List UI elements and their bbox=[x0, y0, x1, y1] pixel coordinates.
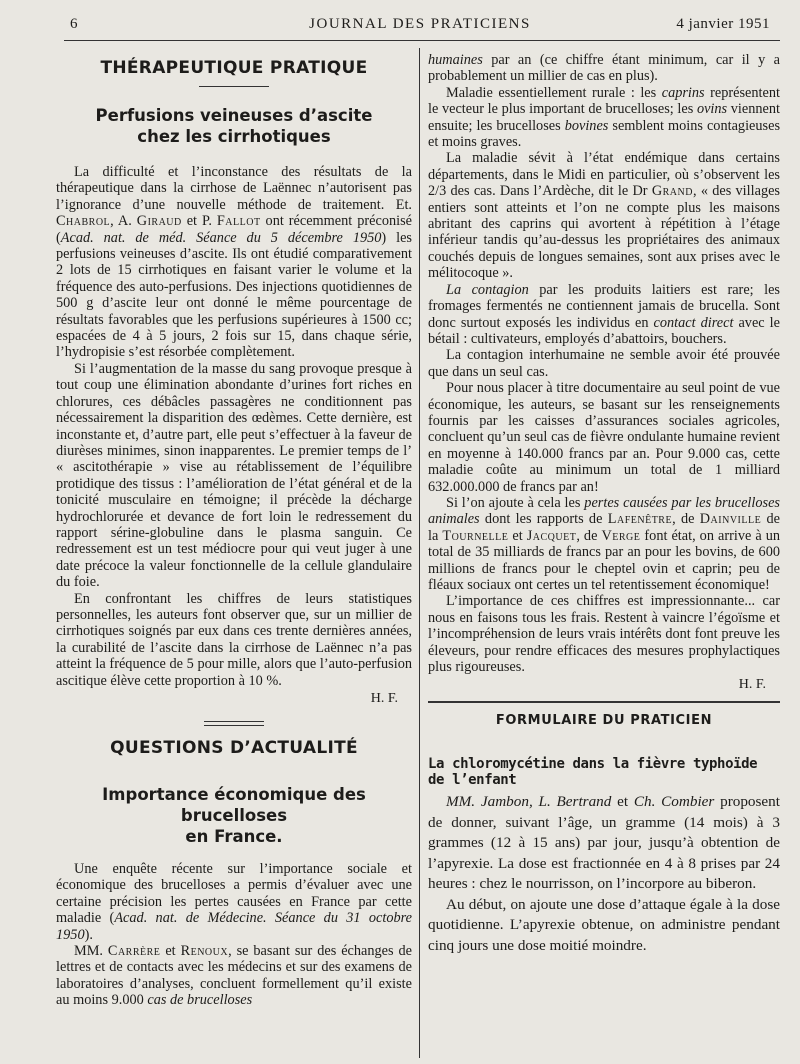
paragraph: Maladie essentiellement rurale : les caprins représentent le vecteur le plus important de brucelloses; les ovins viennent ensuite; les brucelloses bovines semblent moins contagieuses et moins graves. bbox=[428, 84, 781, 151]
paragraph: Si l’on ajoute à cela les pertes causées par les brucelloses animales dont les rapports de Lafenêtre, de Dainville de la Tournelle et Jacquet, de Verge font état, on arrive à un total de 35 milliards de francs par an pour les bovins, de 600 millions de francs pour le cheptel ovin et caprin; peu de fléaux sociaux ont certes un tel retentissement économique! bbox=[428, 494, 781, 593]
article-title-line: en France. bbox=[185, 827, 283, 846]
section-title-actualite: QUESTIONS D’ACTUALITÉ bbox=[110, 738, 358, 758]
header-rule bbox=[64, 40, 780, 41]
article-title-line: Perfusions veineuses d’ascite bbox=[95, 106, 373, 125]
journal-title: JOURNAL DES PRATICIENS bbox=[309, 16, 531, 32]
section-rule bbox=[199, 86, 269, 87]
paragraph: La maladie sévit à l’état endémique dans certains départements, dans le Midi en particulier, où s’observent les 2/3 des cas. Dans l’Ardèche, dit le Dr Grand, « des villages entiers sont atteints et l’on ne compte plus les maisons abritant des caprins qui avortent à répétition à l’étage inférieur tandis qu’au-dessus les propriétaires des animaux couchés depuis de longues semaines, sont aux prises avec le mélitocoque ». bbox=[428, 150, 780, 282]
section-title-formulaire: FORMULAIRE DU PRATICIEN bbox=[495, 713, 713, 729]
paragraph: Pour nous placer à titre documentaire au seul point de vue économique, les auteurs, se basant sur les renseignements fournis par les caisses d’assurances sociales agricoles, concluent qu’un seul cas de fièvre ondulante humaine revient en moyenne à 140.000 francs par an. Pour 9.000 cas, cette maladie coûte au minimum un total de 1 milliard 632.000.000 de francs par an! bbox=[428, 380, 780, 495]
paragraph: MM. Jambon, L. Bertrand et Ch. Combier proposent de donner, suivant l’âge, un gramme (14 mois) à 3 grammes (12 à 15 ans) par jour, jusqu’à obtention de l’apyrexie. La dose est fractionnée en 4 à 8 prises par 24 heures : chez le nourrisson, on l’incorpore au biberon. bbox=[428, 793, 780, 893]
page-number: 6 bbox=[70, 16, 78, 32]
paragraph: En confrontant les chiffres de leurs statistiques personnelles, les auteurs font observer que, sur un millier de cirrhotiques soignés par eux dans ces trente dernières années, la curabilité de l’ascite dans la cirrhose de Laënnec n’a pas atteint la fréquence de 5 pour mille, alors que l’auto-perfusion ascitique élève cette proportion à 10 %. bbox=[56, 590, 412, 689]
article-title-line: Importance économique des brucelloses bbox=[102, 785, 366, 825]
paragraph: Au début, on ajoute une dose d’attaque égale à la dose quotidienne. L’apyrexie obtenue, on administre pendant cinq jours une dose moitié moindre. bbox=[428, 895, 780, 954]
paragraph: Une enquête récente sur l’importance sociale et économique des brucelloses a permis d’évaluer avec une certaine précision les pertes causées en France par cette maladie (Acad. nat. de Médecine. Séance du 31 octobre 1950). bbox=[56, 861, 412, 943]
article-title-brucelloses bbox=[56, 784, 412, 847]
paragraph: La difficulté et l’inconstance des résultats de la thérapeutique dans la cirrhose de Laënnec n’autorisent pas l’ignorance d’une nouvelle méthode de traitement. Et. Chabrol, A. Giraud et P. Fallot ont récemment préconisé (Acad. nat. de méd. Séance du 5 décembre 1950) les perfusions veineuses d’ascite. Ils ont étudié comparativement 2 lots de 15 cirrhotiques en faisant varier le volume et la fréquence des auto-perfusions. Des injections quotidiennes de 500 g d’ascite leur ont donné le même pourcentage de résultats favorables que les perfusions supérieures à 1500 cc; espacées de 4 à 5 jours, 2 fois sur 15, dans chaque série, l’hydropisie s’est résorbée complètement. bbox=[56, 164, 412, 361]
double-rule bbox=[204, 721, 264, 726]
left-column bbox=[56, 52, 412, 1009]
paragraph: MM. Carrère et Renoux, se basant sur des échanges de lettres et de contacts avec les médecins et sur des examens de laboratoires d’analyses, concluent formellement qu’il existe au moins 9.000 cas de brucelloses bbox=[56, 943, 413, 1009]
paragraph: humaines par an (ce chiffre étant minimum, car il y a probablement un millier de cas en plus). bbox=[428, 52, 780, 85]
article-title-perfusions bbox=[56, 105, 412, 147]
article-title-line: chez les cirrhotiques bbox=[137, 127, 331, 146]
signature: H. F. bbox=[738, 677, 766, 693]
paragraph: L’importance de ces chiffres est impressionnante... car nous en faisons tous les frais. Restent à vaincre l’égoïsme et l’incompréhension de leurs vrais intérêts dont font preuve les éleveurs, pour rendre efficaces des mesures prophylactiques plus rigoureuses. bbox=[428, 593, 780, 676]
article-title-chloromycetine: La chloromycétine dans la fièvre typhoïde de l’enfant bbox=[428, 756, 758, 789]
running-header bbox=[70, 14, 770, 36]
section-rule bbox=[428, 701, 780, 703]
signature: H. F. bbox=[370, 691, 398, 706]
section-title-therapeutique: THÉRAPEUTIQUE PRATIQUE bbox=[100, 58, 368, 78]
right-column bbox=[428, 52, 780, 956]
paragraph: La contagion par les produits laitiers est rare; les fromages fermentés ne contiennent jamais de brucella. Sont donc surtout exposés les individus en contact direct avec le bétail : cultivateurs, employés d’abattoirs, bouchers. bbox=[428, 281, 780, 347]
issue-date: 4 janvier 1951 bbox=[676, 16, 770, 32]
paragraph: Si l’augmentation de la masse du sang provoque presque à tout coup une élimination abondante d’urines fort riches en chlorures, ces débâcles passagères ne conditionnent pas nécessairement la disparition des œdèmes. Cette dernière, est inconstante et, d’autre part, elle peut s’effectuer à la faveur de diurèses minimes, sinon inapparentes. Le premier temps de l’ « ascitothérapie » vise au rétablissement de l’équilibre protidique des tissus : l’amélioration de l’état général et de la tonicité musculaire en témoigne; il précède la décharge hydrochlorurée et devance de fort loin le redressement du rapport sérine-globuline dans le plasma sanguin. Ce redressement est un test médiocre pour qui veut juger à une date précoce la valeur fonctionnelle de la cellule glandulaire du foie. bbox=[56, 360, 412, 591]
paragraph: La contagion interhumaine ne semble avoir été prouvée que dans un seul cas. bbox=[428, 347, 780, 380]
column-divider bbox=[419, 48, 420, 1058]
